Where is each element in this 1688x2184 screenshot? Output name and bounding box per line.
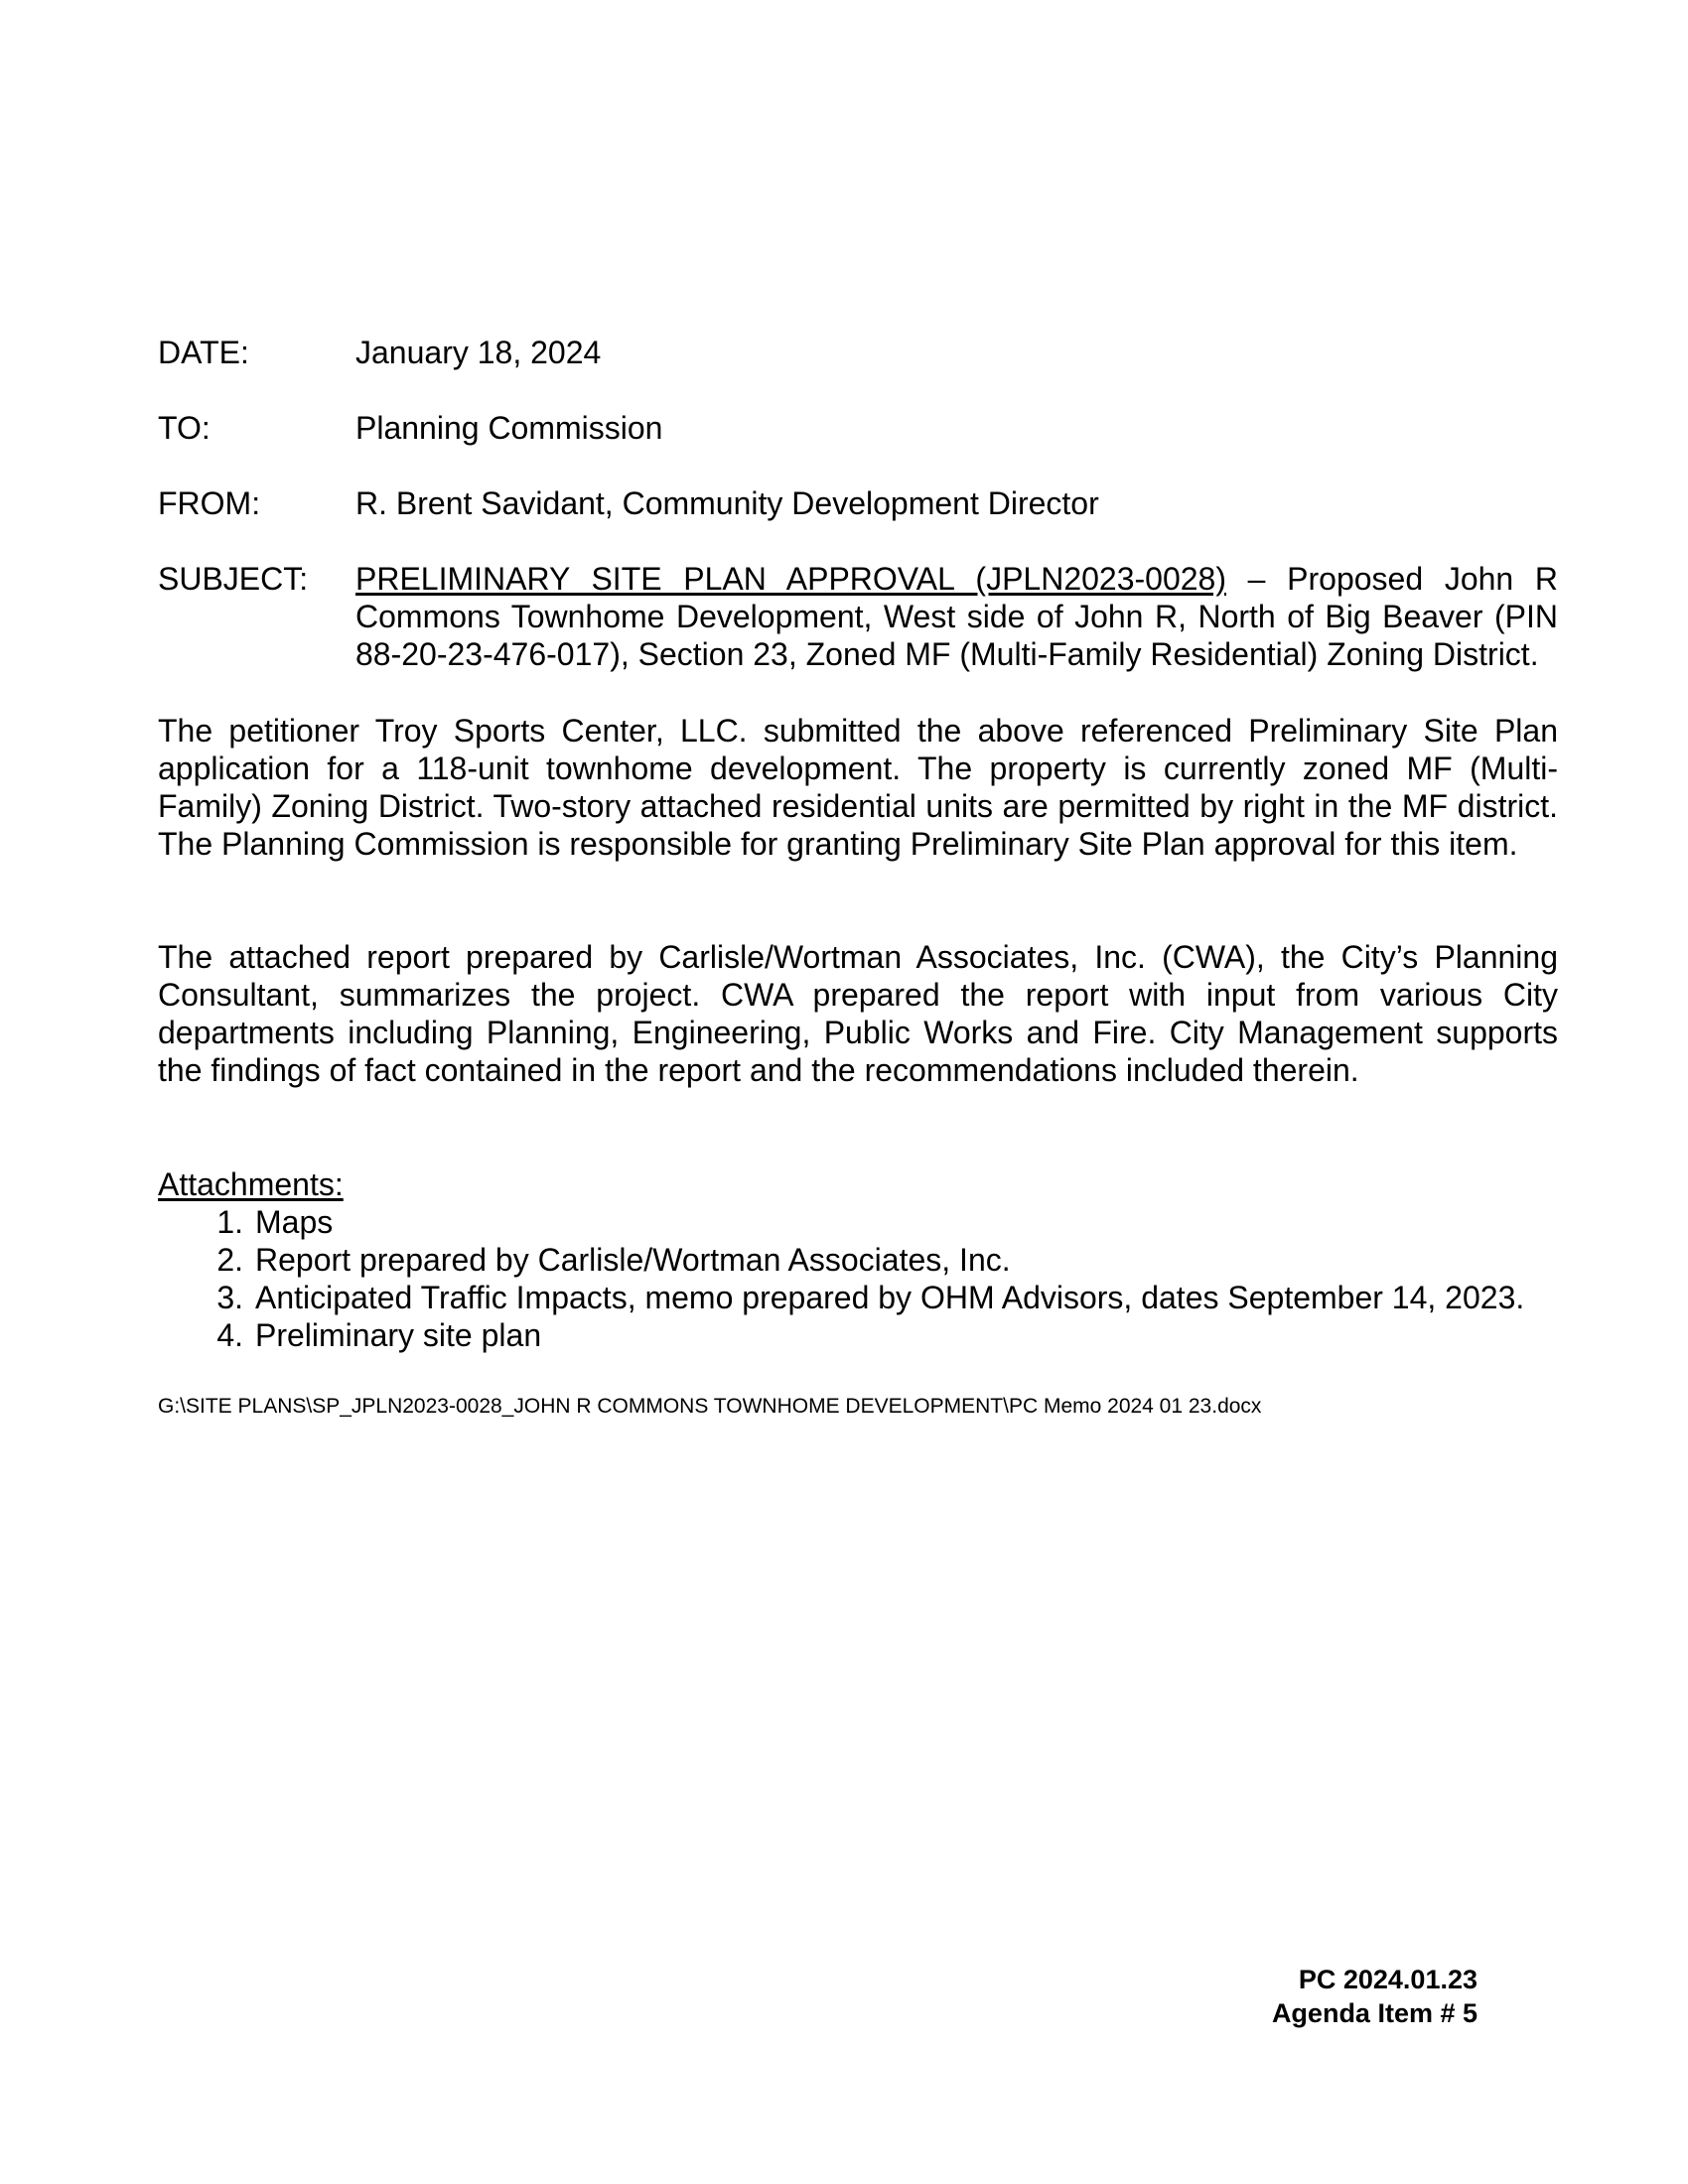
date-label: DATE:: [158, 335, 249, 370]
agenda-footer: [1272, 1963, 1477, 2030]
file-path: G:\SITE PLANS\SP_JPLN2023-0028_JOHN R COMMONS TOWNHOME DEVELOPMENT\PC Memo 2024 01 23.docx: [158, 1395, 1262, 1418]
attachment-number: 1.: [216, 1204, 243, 1240]
attachment-text: Preliminary site plan: [255, 1317, 542, 1353]
attachment-number: 3.: [216, 1280, 243, 1315]
attachment-number: 2.: [216, 1242, 243, 1278]
attachment-item: [158, 1241, 1578, 1279]
attachment-item: [158, 1279, 1578, 1316]
attachment-item: [158, 1203, 1578, 1241]
from-row: [158, 484, 1558, 522]
date-value: January 18, 2024: [355, 335, 602, 370]
body-paragraph-2: The attached report prepared by Carlisle/Wortman Associates, Inc. (CWA), the City’s Planning Consultant, summarizes the project. CWA prepared the report with input from various City departments including Planning, Engineering, Public Works and Fire. City Management supports the findings of fact contained in the report and the recommendations included therein.: [158, 939, 1558, 1088]
attachments-section: [158, 1165, 1578, 1354]
attachment-text: Anticipated Traffic Impacts, memo prepared by OHM Advisors, dates September 14, 2023.: [255, 1280, 1525, 1315]
attachment-number: 4.: [216, 1317, 243, 1353]
attachment-item: [158, 1316, 1578, 1354]
from-value: R. Brent Savidant, Community Development Director: [355, 485, 1099, 521]
subject-row: [158, 560, 1558, 673]
attachment-text: Report prepared by Carlisle/Wortman Associates, Inc.: [255, 1242, 1011, 1278]
to-label: TO:: [158, 410, 211, 446]
agenda-item-number: Agenda Item # 5: [1271, 1998, 1477, 2028]
from-label: FROM:: [158, 485, 261, 521]
subject-label: SUBJECT:: [158, 561, 309, 597]
meeting-code: PC 2024.01.23: [1298, 1965, 1477, 1994]
memo-header: [158, 334, 1558, 711]
to-row: [158, 409, 1558, 447]
subject-value: [355, 560, 1558, 673]
to-value: Planning Commission: [355, 410, 663, 446]
date-row: [158, 334, 1558, 371]
attachments-list: [158, 1203, 1578, 1354]
subject-title: PRELIMINARY SITE PLAN APPROVAL (JPLN2023-0028): [355, 561, 1226, 597]
attachments-heading: Attachments:: [158, 1166, 344, 1202]
attachment-text: Maps: [255, 1204, 334, 1240]
subject-description: – Proposed John R Commons Townhome Development, West side of John R, North of Big Beaver (PIN 88-20-23-476-017), Section 23, Zoned MF (Multi-Family Residential) Zoning District.: [355, 561, 1558, 672]
body-paragraph-1: The petitioner Troy Sports Center, LLC. submitted the above referenced Preliminary Site Plan application for a 118-unit townhome development. The property is currently zoned MF (Multi-Family) Zoning District. Two-story attached residential units are permitted by right in the MF district. The Planning Commission is responsible for granting Preliminary Site Plan approval for this item.: [158, 713, 1558, 862]
